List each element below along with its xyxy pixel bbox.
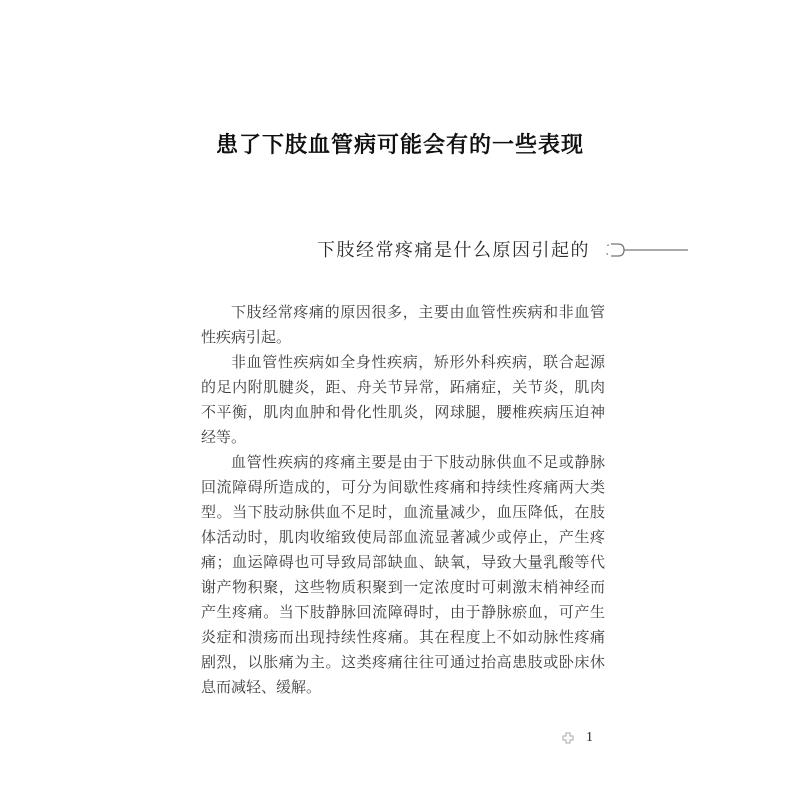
connector-ornament-icon bbox=[606, 242, 688, 258]
cross-ornament-icon bbox=[562, 732, 574, 744]
page-footer bbox=[562, 730, 593, 746]
paragraph: 下肢经常疼痛的原因很多，主要由血管性疾病和非血管性疾病引起。 bbox=[201, 303, 605, 346]
page-number: 1 bbox=[586, 730, 593, 745]
body-text bbox=[201, 300, 605, 700]
page-title: 患了下肢血管病可能会有的一些表现 bbox=[215, 132, 584, 158]
paragraph: 血管性疾病的疼痛主要是由于下肢动脉供血不足或静脉回流障碍所造成的，可分为间歇性疼痛和持续性疼痛两大类型。当下肢动脉供血不足时，血流量减少，血压降低，在肢体活动时，肌肉收缩致使局部血流显著减少或停止，产生疼痛；血运障碍也可导致局部缺血、缺氧，导致大量乳酸等代谢产物积聚，这些物质积聚到一定浓度时可刺激末梢神经而产生疼痛。当下肢静脉回流障碍时，由于静脉瘀血，可产生炎症和溃疡而出现持续性疼痛。其在程度上不如动脉性疼痛剧烈，以胀痛为主。这类疼痛往往可通过抬高患肢或卧床休息而减轻、缓解。 bbox=[201, 453, 605, 696]
section-heading: 下肢经常疼痛是什么原因引起的 bbox=[317, 240, 590, 261]
paragraph: 非血管性疾病如全身性疾病，矫形外科疾病，联合起源的足内附肌腱炎，距、舟关节异常，跖痛症，关节炎，肌肉不平衡，肌肉血肿和骨化性肌炎，网球腿，腰椎疾病压迫神经等。 bbox=[201, 353, 605, 446]
